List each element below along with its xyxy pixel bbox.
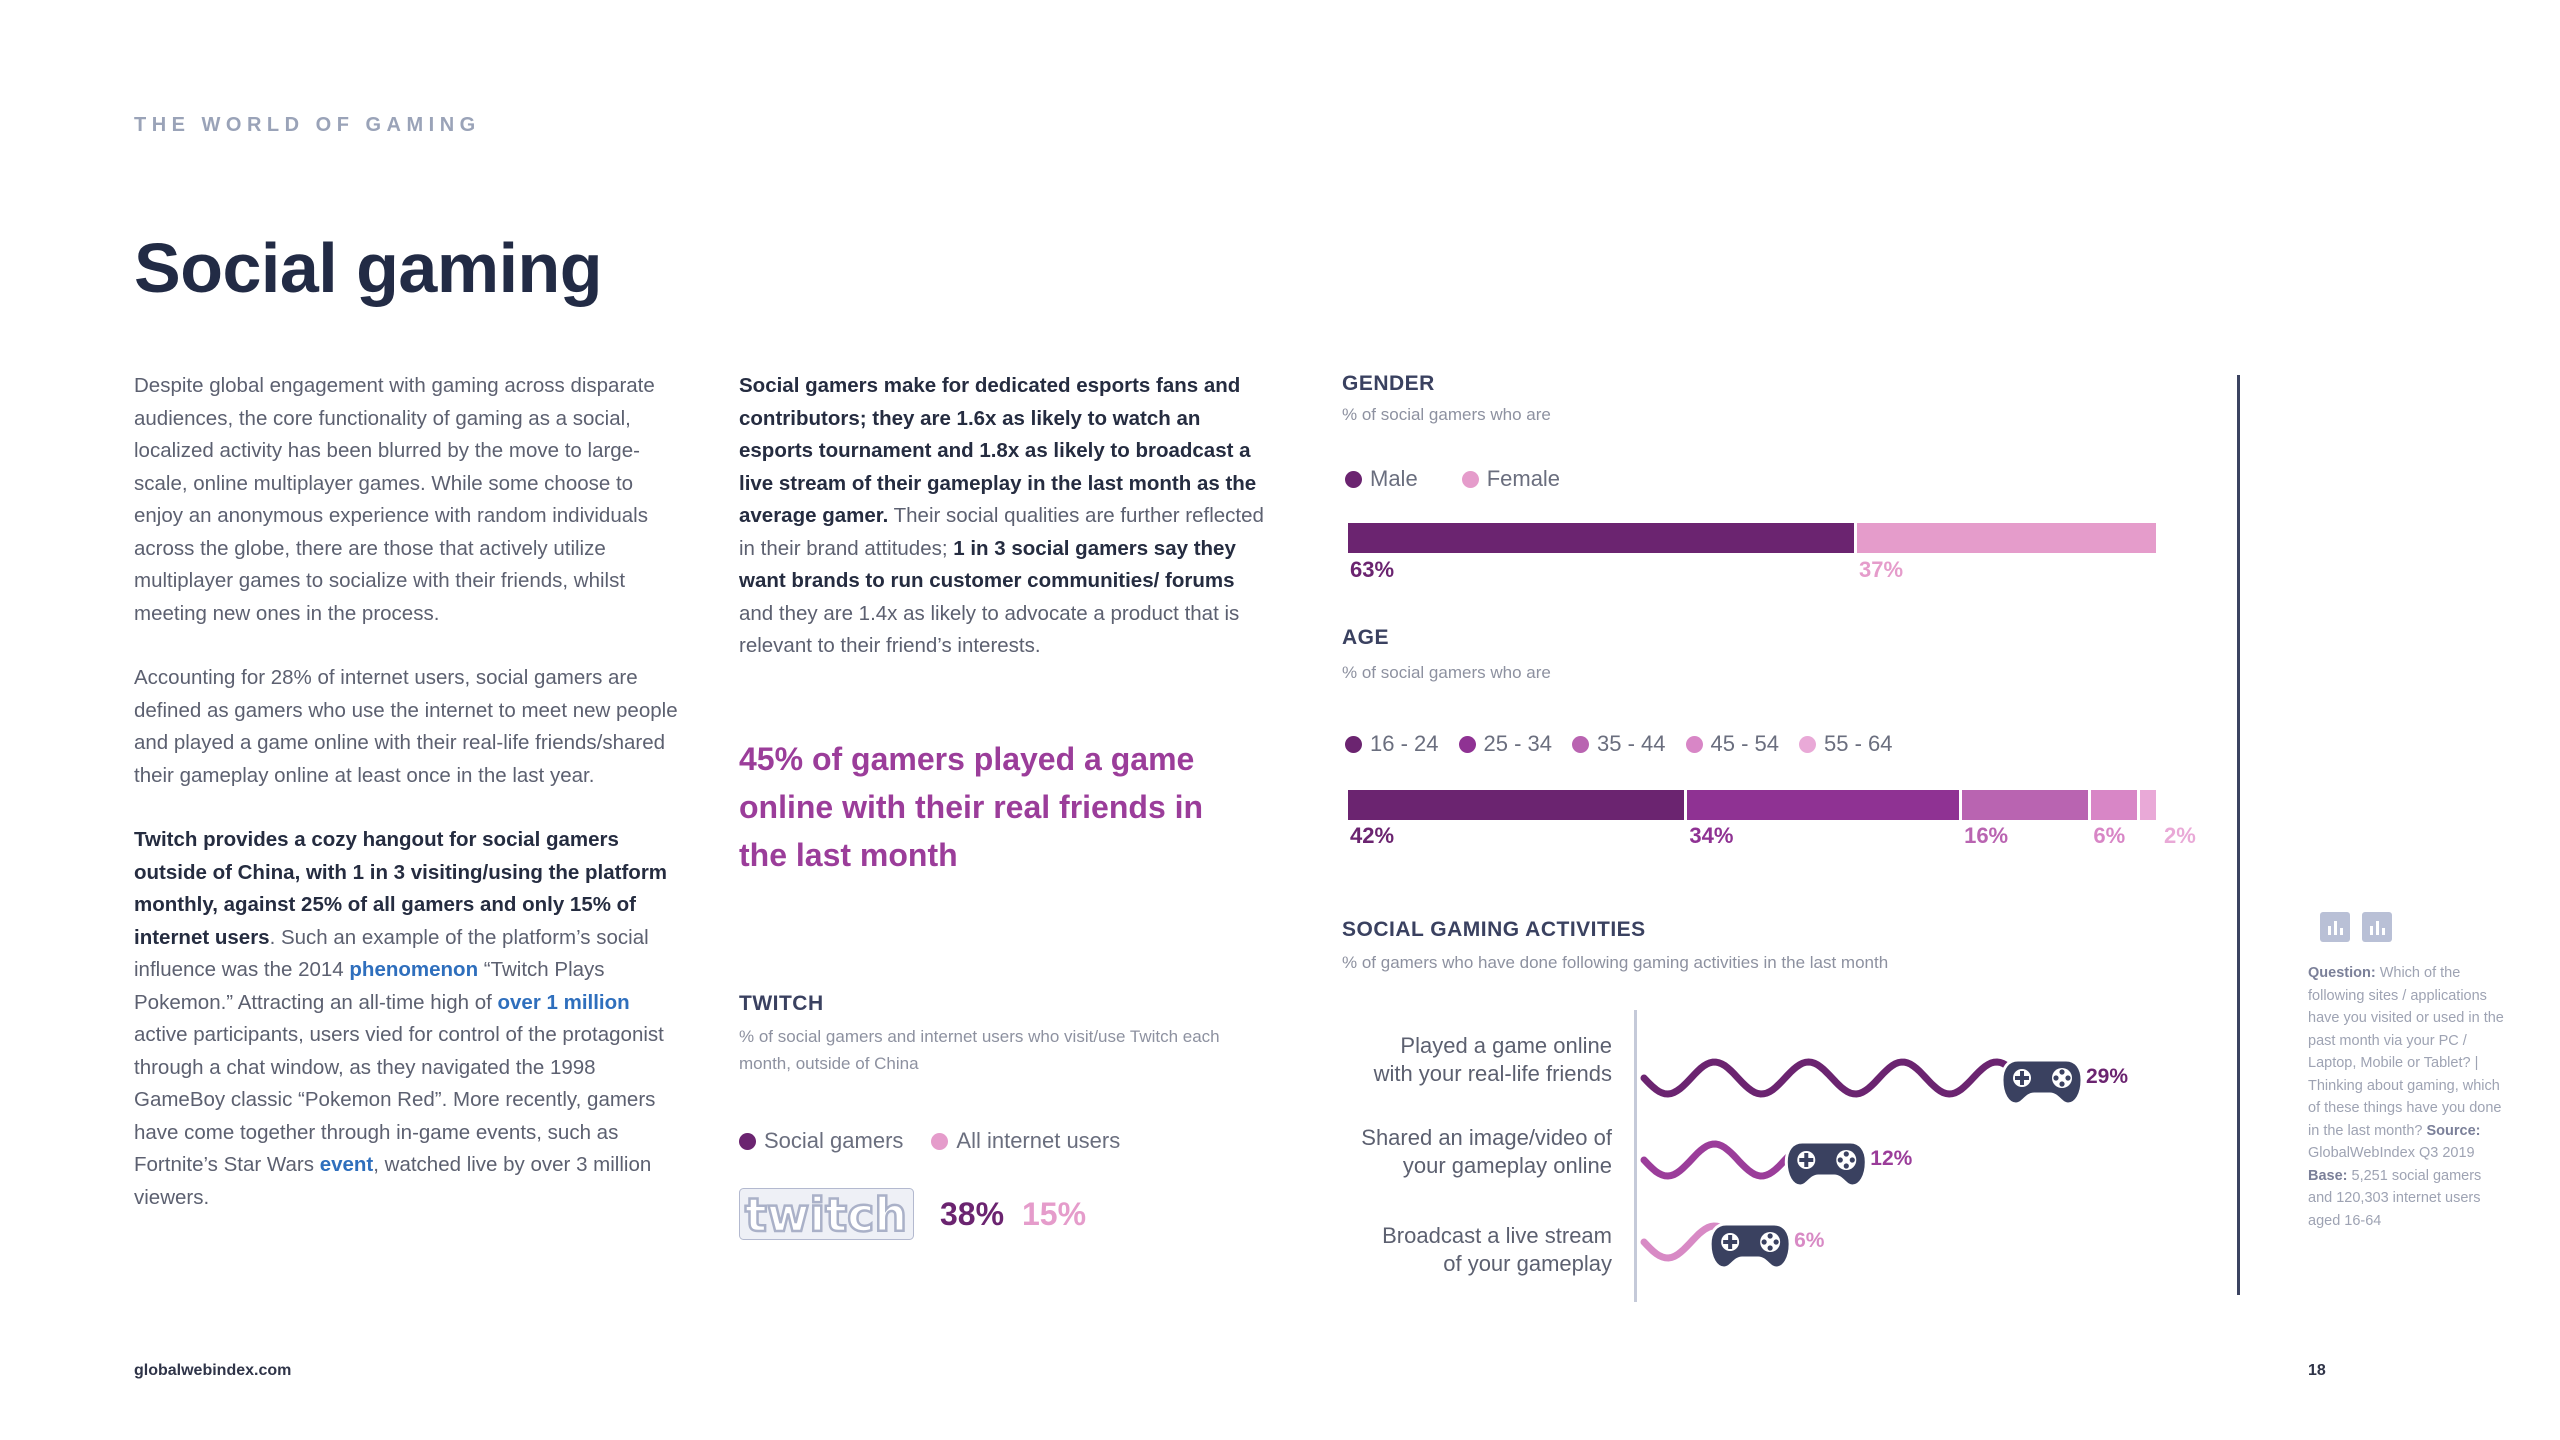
- footer-site: globalwebindex.com: [134, 1362, 292, 1379]
- age-bar-segment-4: [2140, 790, 2156, 820]
- eyebrow-label: THE WORLD OF GAMING: [134, 114, 481, 136]
- age-bar-segment-0: [1348, 790, 1687, 820]
- twitch-title: TWITCH: [739, 992, 824, 1015]
- gender-bar: [1348, 523, 2156, 553]
- brands-text: and they are 1.4x as likely to advocate a product that is relevant to their friend’s interests.: [739, 601, 1240, 657]
- internet-users-dot-icon: [931, 1133, 948, 1150]
- activity-pct-2: 12%: [1870, 1147, 1913, 1170]
- base-text: 5,251 social gamers and 120,303 internet users aged 16-64: [2308, 1167, 2482, 1229]
- question-label: Question:: [2308, 965, 2376, 981]
- gender-bar-label-0: 63%: [1350, 557, 1395, 582]
- age-bar-label-4: 2%: [2164, 823, 2196, 848]
- age-55-64-dot-icon: [1799, 736, 1816, 753]
- age-bar-segment-3: [2091, 790, 2139, 820]
- activity-pct-1: 29%: [2086, 1065, 2129, 1088]
- legend-female: Female: [1462, 466, 1560, 492]
- source-text: GlobalWebIndex Q3 2019: [2308, 1145, 2475, 1161]
- activity-label-1: [1282, 1032, 1612, 1088]
- activities-subtitle: % of gamers who have done following gaming activities in the last month: [1342, 953, 1889, 972]
- legend-35-44: 35 - 44: [1572, 731, 1666, 757]
- age-35-44-dot-icon: [1572, 736, 1589, 753]
- page-title: Social gaming: [134, 229, 603, 307]
- legend-55-64: 55 - 64: [1799, 731, 1893, 757]
- age-bar-label-3: 6%: [2093, 823, 2126, 848]
- paragraph-esports: [739, 370, 1269, 663]
- bar-chart-icon-2[interactable]: [2362, 912, 2392, 942]
- twitch-logo-icon: [739, 1188, 914, 1240]
- female-dot-icon: [1462, 471, 1479, 488]
- paragraph-1: Despite global engagement with gaming across disparate audiences, the core functionality of gaming as a social, localized activity has been blurred by the move to large-scale, online multiplayer games. While some choose to enjoy an anonymous experience with random individuals across the globe, there are those that actively utilize multiplayer games to socialize with their friends, whilst meeting new ones in the process.: [134, 374, 655, 625]
- age-25-34-dot-icon: [1459, 736, 1476, 753]
- gender-subtitle: % of social gamers who are: [1342, 405, 1551, 424]
- activity-label-3: [1282, 1222, 1612, 1278]
- legend-male: Male: [1345, 466, 1418, 492]
- activity-wave-3: [1644, 1226, 1720, 1258]
- legend-social-gamers: Social gamers: [739, 1128, 903, 1154]
- gamepad-icon: [2002, 1060, 2082, 1104]
- activity-1-line1: Played a game online: [1400, 1033, 1612, 1058]
- male-dot-icon: [1345, 471, 1362, 488]
- gamepad-icon: [1710, 1224, 1790, 1268]
- activity-pct-3: 6%: [1794, 1229, 1825, 1252]
- vertical-divider: [2237, 375, 2240, 1295]
- esports-bold: Social gamers make for dedicated esports fans and contributors; they are 1.6x as likely to watch an esports tournament and 1.8x as likely to broadcast a live stream of their gameplay in the last month as the average gamer.: [739, 374, 1257, 527]
- age-bar-segment-2: [1962, 790, 2091, 820]
- phenomenon-link[interactable]: phenomenon: [349, 958, 479, 981]
- gender-bar-segment-0: [1348, 523, 1857, 553]
- age-bar: [1348, 790, 2156, 820]
- bar-chart-icon[interactable]: [2320, 912, 2350, 942]
- gender-bar-label-1: 37%: [1859, 557, 1904, 582]
- body-column-2: [739, 370, 1269, 695]
- legend-16-24: 16 - 24: [1345, 731, 1439, 757]
- paragraph-3-text-c: active participants, users vied for control of the protagonist through a chat window, as they navigated the 1998 GameBoy classic “Pokemon Red”. More recently, gamers have come together through in-game events, such as Fortnite’s Star Wars: [134, 1023, 664, 1176]
- paragraph-2: Accounting for 28% of internet users, social gamers are defined as gamers who use the internet to meet new people and played a game online with their real-life friends/shared their gameplay online at least once in the last year.: [134, 666, 678, 787]
- over-1-million-link[interactable]: over 1 million: [497, 990, 630, 1014]
- body-column-1: [134, 370, 682, 1246]
- age-legend: [1345, 731, 1921, 757]
- activities-title: SOCIAL GAMING ACTIVITIES: [1342, 918, 1646, 941]
- age-16-24-dot-icon: [1345, 736, 1362, 753]
- social-gamers-dot-icon: [739, 1133, 756, 1150]
- twitch-all-pct: 15%: [1022, 1196, 1087, 1232]
- twitch-subtitle: % of social gamers and internet users who visit/use Twitch each month, outside of China: [739, 1027, 1220, 1073]
- twitch-logo: [739, 1188, 914, 1245]
- brands-bold: 1 in 3 social gamers say they want brands to run customer communities/ forums: [739, 536, 1236, 592]
- page-number: 18: [2308, 1362, 2326, 1379]
- activity-1-line2: with your real-life friends: [1373, 1061, 1612, 1086]
- activity-3-line1: Broadcast a live stream: [1382, 1223, 1612, 1248]
- chart-icons: [2320, 912, 2404, 947]
- activities-chart: [1638, 1010, 2238, 1310]
- gender-legend: [1345, 466, 1588, 492]
- gender-bar-segment-1: [1857, 523, 2156, 553]
- highlight-stat: 45% of gamers played a game online with their real friends in the last month: [739, 741, 1204, 873]
- activity-3-line2: of your gameplay: [1443, 1251, 1612, 1276]
- age-45-54-dot-icon: [1686, 736, 1703, 753]
- legend-all-internet-users: All internet users: [931, 1128, 1120, 1154]
- event-link[interactable]: event: [319, 1153, 374, 1176]
- paragraph-3-text-a: . Such an example of the platform’s social influence was the 2014: [134, 925, 649, 981]
- age-title: AGE: [1342, 626, 1390, 649]
- question-text: Which of the following sites / applications have you visited or used in the past month via your PC / Laptop, Mobile or Tablet? | Thinking about gaming, which of these things have you done in the last month?: [2308, 965, 2504, 1139]
- activities-axis: [1634, 1010, 1637, 1302]
- age-subtitle: % of social gamers who are: [1342, 663, 1551, 682]
- age-bar-label-0: 42%: [1350, 823, 1395, 848]
- svg-text:twitch: twitch: [744, 1188, 908, 1240]
- paragraph-3-text-b: “Twitch Plays Pokemon.” Attracting an all-time high of: [134, 958, 605, 1014]
- legend-25-34: 25 - 34: [1459, 731, 1553, 757]
- paragraph-3-text-d: , watched live by over 3 million viewers.: [134, 1153, 652, 1209]
- activity-wave-2: [1644, 1144, 1796, 1176]
- twitch-social-pct: 38%: [940, 1196, 1005, 1232]
- activity-wave-1: [1644, 1062, 2012, 1094]
- paragraph-3-bold: Twitch provides a cozy hangout for social gamers outside of China, with 1 in 3 visiting/using the platform monthly, against 25% of all gamers and only 15% of internet users: [134, 828, 668, 949]
- paragraph-3: [134, 824, 682, 1214]
- age-bar-label-1: 34%: [1689, 823, 1734, 848]
- age-bar-segment-1: [1687, 790, 1962, 820]
- twitch-legend: [739, 1128, 1148, 1154]
- source-label: Source:: [2426, 1122, 2481, 1139]
- base-label: Base:: [2308, 1167, 2348, 1184]
- activity-2-line1: Shared an image/video of: [1361, 1125, 1612, 1150]
- activity-2-line2: your gameplay online: [1402, 1153, 1612, 1178]
- activity-label-2: [1282, 1124, 1612, 1180]
- gamepad-icon: [1786, 1142, 1866, 1186]
- esports-text: Their social qualities are further reflected in their brand attitudes;: [739, 504, 1264, 560]
- methodology-note: [2308, 962, 2508, 1232]
- legend-45-54: 45 - 54: [1686, 731, 1780, 757]
- age-bar-label-2: 16%: [1964, 823, 2009, 848]
- gender-title: GENDER: [1342, 372, 1435, 395]
